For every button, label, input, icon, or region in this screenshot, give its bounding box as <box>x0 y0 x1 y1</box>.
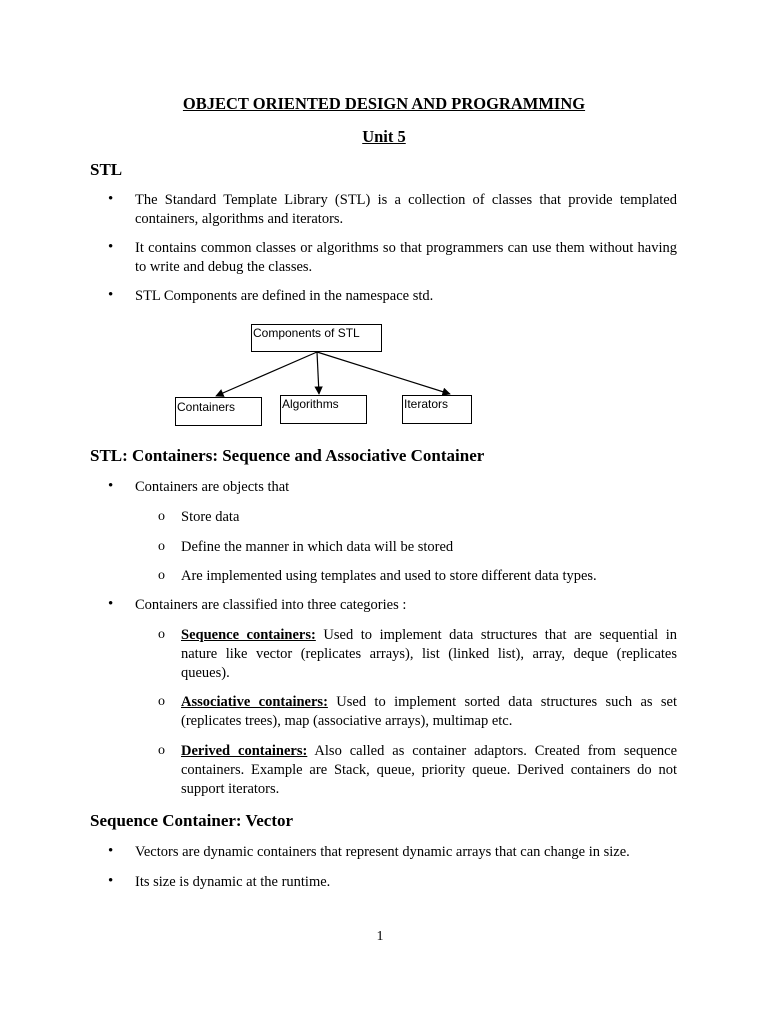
bullet-icon: • <box>108 191 114 207</box>
bullet-icon: • <box>108 287 114 303</box>
bullet-icon: • <box>108 239 114 255</box>
bullet-icon: • <box>108 843 114 859</box>
section-heading-containers: STL: Containers: Sequence and Associative Container <box>90 446 485 465</box>
document-title: OBJECT ORIENTED DESIGN AND PROGRAMMING <box>182 94 586 113</box>
diagram-node-containers: Containers <box>175 397 262 426</box>
sub-bullet-icon: o <box>158 627 165 642</box>
sub-bullet-icon: o <box>158 743 165 758</box>
category-term: Associative containers: <box>181 694 328 710</box>
diagram-node-root: Components of STL <box>251 324 382 352</box>
containers-sub-item: Store data <box>181 509 240 525</box>
section-heading-stl: STL <box>90 160 123 179</box>
containers-bullet-1: Containers are objects that <box>135 479 290 495</box>
bullet-icon: • <box>108 873 114 889</box>
arrow-to-containers <box>216 352 317 396</box>
section-heading-vector: Sequence Container: Vector <box>90 811 294 830</box>
page-number: 1 <box>376 929 384 944</box>
containers-bullet-2: Containers are classified into three categories : <box>135 597 407 613</box>
diagram-node-iterators: Iterators <box>402 395 472 424</box>
vector-bullet-2: Its size is dynamic at the runtime. <box>135 874 331 890</box>
category-term: Derived containers: <box>181 743 308 759</box>
sub-bullet-icon: o <box>158 539 165 554</box>
category-description: Used to implement sorted data structures such as set (replicates trees), map (associative arrays), multimap etc. <box>181 694 677 729</box>
category-description: Also called as container adaptors. Created from sequence containers. Example are Stack, queue, priority queue. Derived containers do not support iterators. <box>181 743 678 797</box>
diagram-node-algorithms: Algorithms <box>280 395 367 424</box>
stl-bullet-2: It contains common classes or algorithms so that programmers can use them without having to write and debug the classes. <box>135 240 677 275</box>
sub-bullet-icon: o <box>158 568 165 583</box>
unit-heading: Unit 5 <box>362 127 406 146</box>
category-description: Used to implement data structures that are sequential in nature like vector (replicates arrays), list (linked list), array, deque (replicates queues). <box>181 627 677 681</box>
containers-sub-item: Are implemented using templates and used to store different data types. <box>181 568 597 584</box>
sub-bullet-icon: o <box>158 694 165 709</box>
arrow-to-iterators <box>317 352 450 394</box>
category-term: Sequence containers: <box>181 627 316 643</box>
sub-bullet-icon: o <box>158 509 165 524</box>
bullet-icon: • <box>108 596 114 612</box>
category-sequence <box>181 626 677 683</box>
stl-bullet-1: The Standard Template Library (STL) is a collection of classes that provide templated containers, algorithms and iterators. <box>135 192 677 227</box>
containers-sub-item: Define the manner in which data will be stored <box>181 539 454 555</box>
bullet-icon: • <box>108 478 114 494</box>
vector-bullet-1: Vectors are dynamic containers that represent dynamic arrays that can change in size. <box>135 844 630 860</box>
stl-bullet-3: STL Components are defined in the namespace std. <box>135 288 434 304</box>
category-derived <box>181 742 677 799</box>
category-associative <box>181 693 677 731</box>
arrow-to-algorithms <box>317 352 319 394</box>
